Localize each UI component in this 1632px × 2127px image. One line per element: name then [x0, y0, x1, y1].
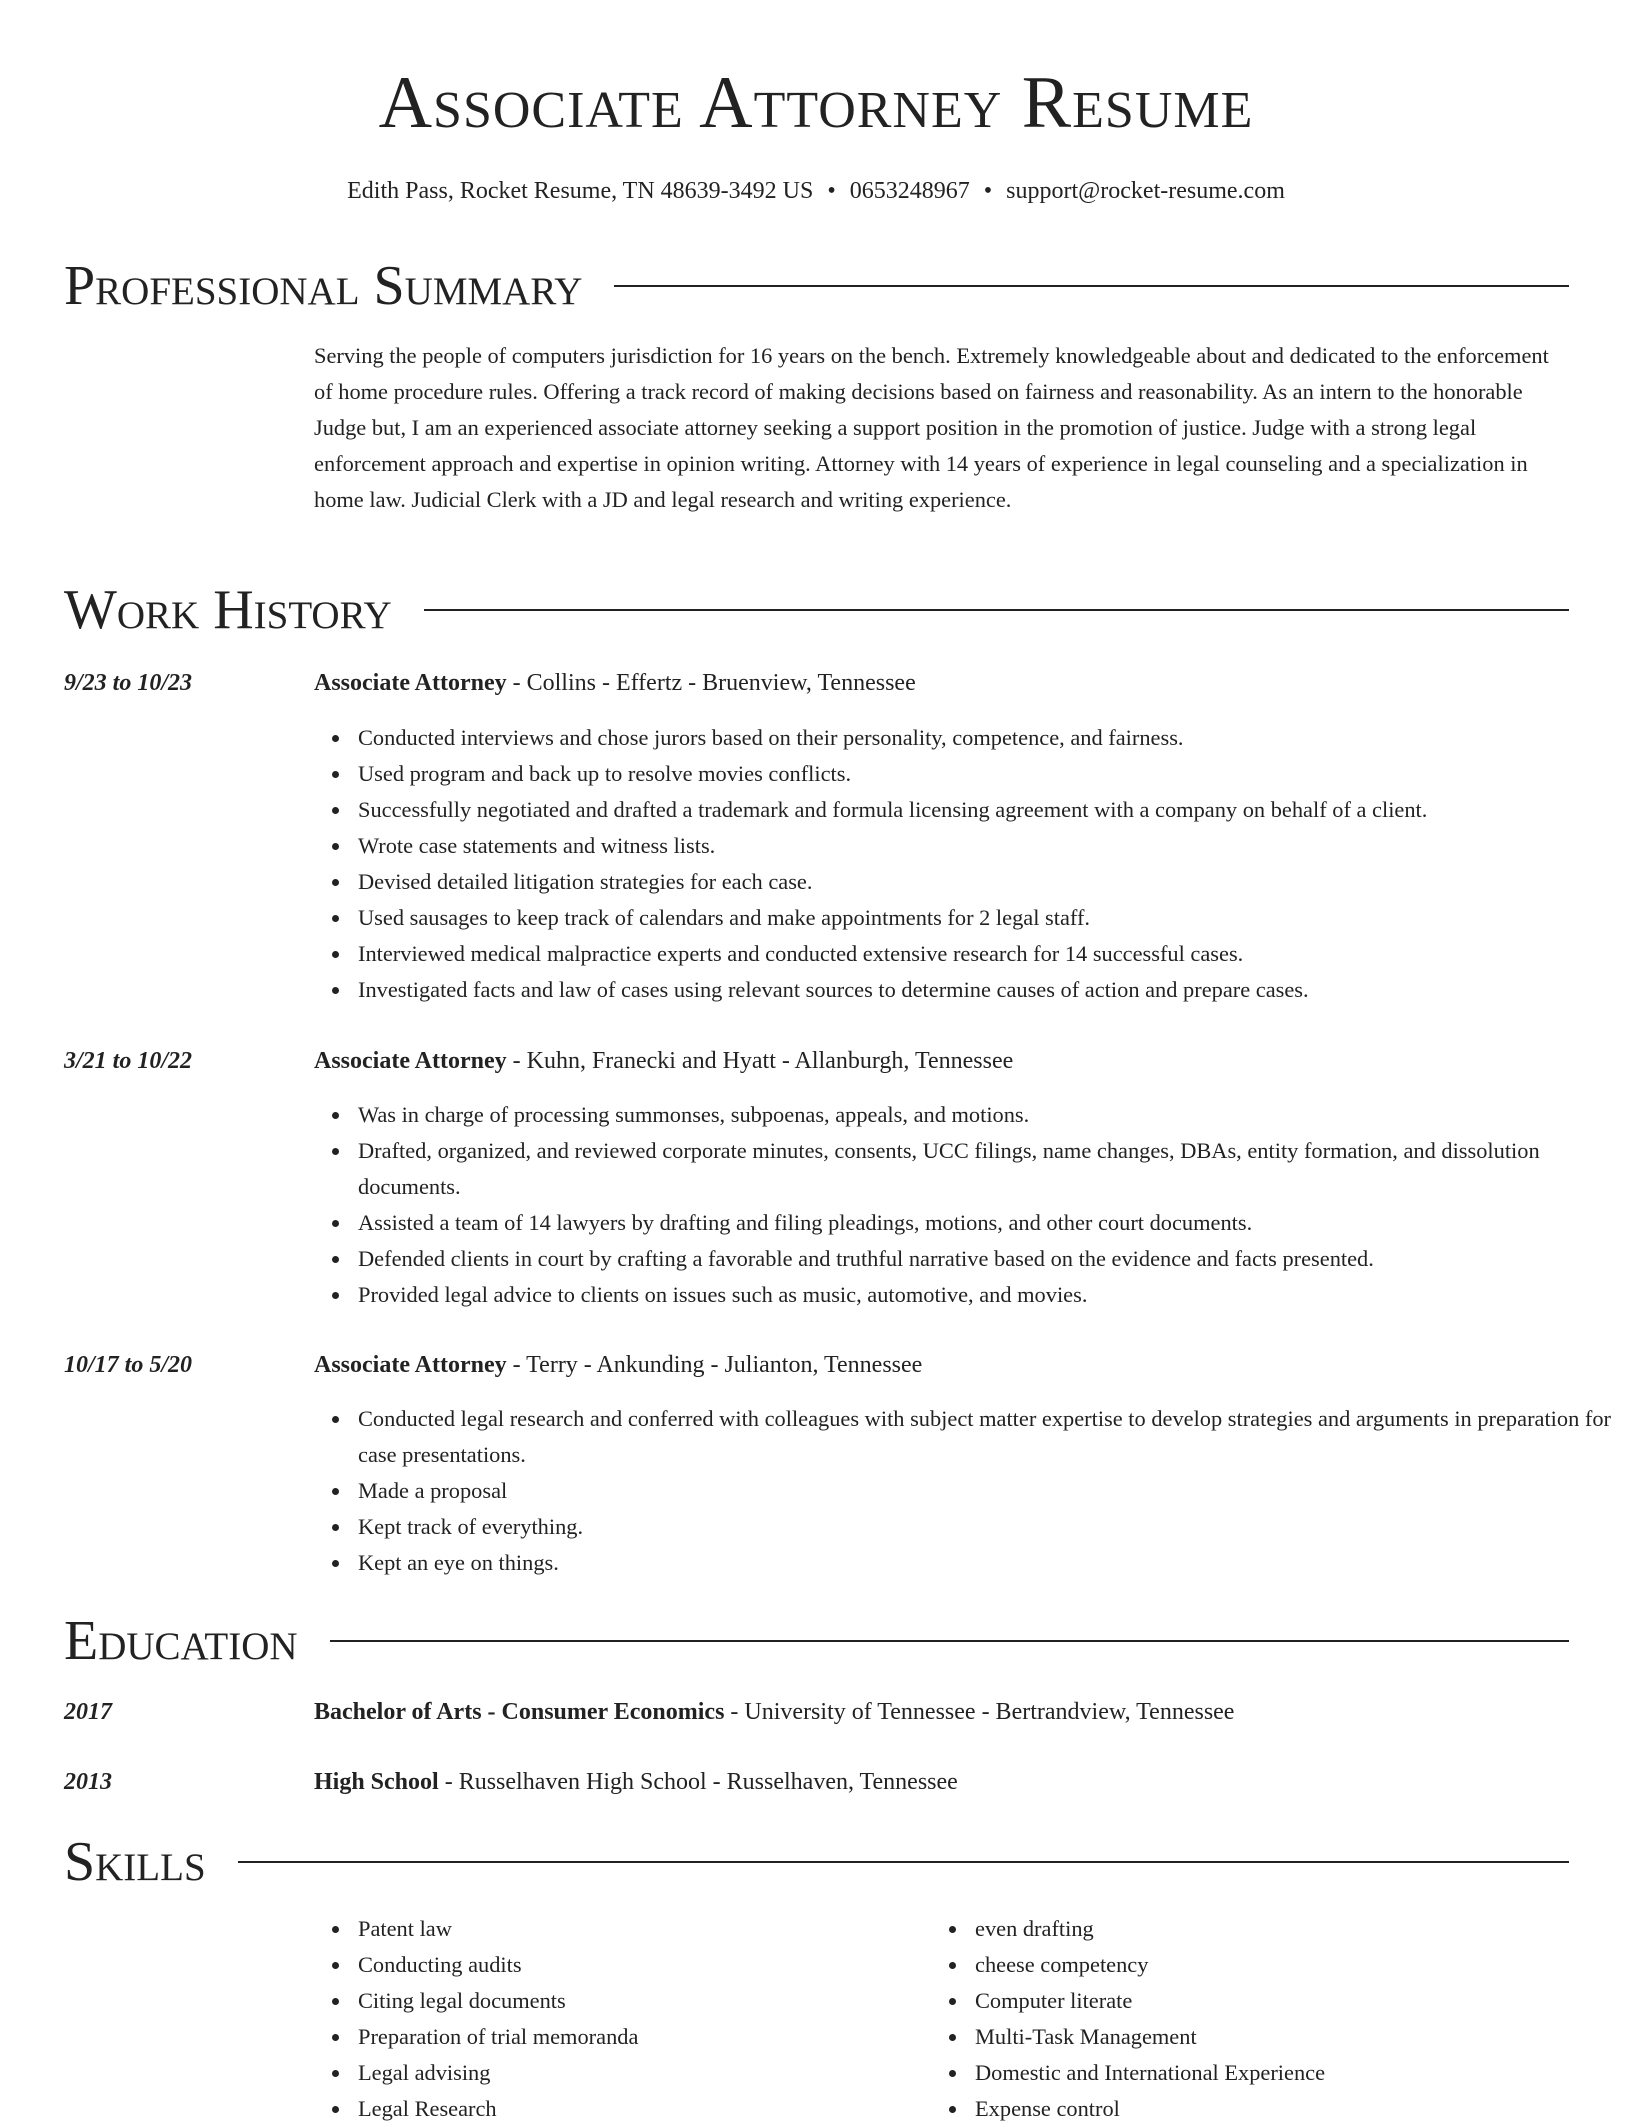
job-bullets	[314, 1097, 1613, 1313]
summary-section-header	[64, 254, 1569, 318]
job-employer: - Terry - Ankunding - Julianton, Tennessee	[506, 1352, 923, 1378]
summary-heading: Professional Summary	[64, 255, 583, 317]
section-divider	[238, 1861, 1569, 1863]
education-header	[314, 1694, 1569, 1730]
job-bullet: Made a proposal	[358, 1473, 1613, 1509]
summary-text: Serving the people of computers jurisdiction for 16 years on the bench. Extremely knowledgeable about and dedicated to the enforcement of home procedure rules. Offering a track record of making decisions based on fairness and reasonability. As an intern to the honorable Judge but, I am an experienced associate attorney seeking a support position in the promotion of justice. Judge with a strong legal enforcement approach and expertise in opinion writing. Attorney with 14 years of experience in legal counseling and a specialization in home law. Judicial Clerk with a JD and legal research and writing experience.	[314, 343, 1549, 512]
skill-item: Legal advising	[358, 2055, 918, 2091]
job-dates: 9/23 to 10/23	[64, 670, 193, 696]
job-title: Associate Attorney	[314, 1048, 507, 1074]
contact-phone: 0653248967	[849, 178, 970, 204]
job-title: Associate Attorney	[314, 670, 507, 696]
job-header	[314, 1347, 1569, 1383]
section-divider	[614, 285, 1569, 287]
education-school: - Russelhaven High School - Russelhaven, Tennessee	[438, 1769, 958, 1795]
job-dates: 3/21 to 10/22	[64, 1048, 193, 1074]
job-header	[314, 1043, 1569, 1079]
skill-item: Expense control	[975, 2091, 1535, 2127]
skill-item: Computer literate	[975, 1983, 1535, 2019]
education-section-header	[64, 1609, 1569, 1673]
job-bullet: Used sausages to keep track of calendars and make appointments for 2 legal staff.	[358, 900, 1613, 936]
resume-title: Associate Attorney Resume	[378, 62, 1254, 144]
skill-item: even drafting	[975, 1911, 1535, 1947]
section-divider	[330, 1640, 1569, 1642]
job-bullet: Provided legal advice to clients on issues such as music, automotive, and movies.	[358, 1277, 1613, 1313]
education-header	[314, 1764, 1569, 1800]
skill-item: Citing legal documents	[358, 1983, 918, 2019]
education-degree: Bachelor of Arts - Consumer Economics	[314, 1699, 725, 1725]
education-school: - University of Tennessee - Bertrandview, Tennessee	[724, 1699, 1235, 1725]
skill-item: Conducting audits	[358, 1947, 918, 1983]
contact-separator: •	[827, 178, 836, 204]
skill-item: Domestic and International Experience	[975, 2055, 1535, 2091]
education-heading: Education	[64, 1610, 298, 1672]
skill-item: Preparation of trial memoranda	[358, 2019, 918, 2055]
skills-heading: Skills	[64, 1831, 206, 1893]
job-bullet: Conducted interviews and chose jurors based on their personality, competence, and fairness.	[358, 720, 1613, 756]
job-bullet: Kept track of everything.	[358, 1509, 1613, 1545]
skills-section-header	[64, 1830, 1569, 1894]
job-bullet: Used program and back up to resolve movies conflicts.	[358, 756, 1613, 792]
job-bullet: Investigated facts and law of cases using relevant sources to determine causes of action and prepare cases.	[358, 972, 1613, 1008]
education-degree: High School	[314, 1769, 439, 1795]
contact-address: Edith Pass, Rocket Resume, TN 48639-3492 US	[347, 178, 814, 204]
job-bullet: Drafted, organized, and reviewed corporate minutes, consents, UCC filings, name changes, DBAs, entity formation, and dissolution documents.	[358, 1133, 1613, 1205]
job-bullet: Was in charge of processing summonses, subpoenas, appeals, and motions.	[358, 1097, 1613, 1133]
job-bullets	[314, 1401, 1613, 1581]
job-bullets	[314, 720, 1613, 1008]
skills-list-left	[314, 1911, 918, 2127]
education-year: 2013	[64, 1769, 112, 1795]
contact-line	[0, 174, 1632, 208]
job-header	[314, 665, 1569, 701]
job-bullet: Devised detailed litigation strategies for each case.	[358, 864, 1613, 900]
job-bullet: Successfully negotiated and drafted a trademark and formula licensing agreement with a company on behalf of a client.	[358, 792, 1613, 828]
job-bullet: Interviewed medical malpractice experts and conducted extensive research for 14 successful cases.	[358, 936, 1613, 972]
job-employer: - Collins - Effertz - Bruenview, Tennessee	[506, 670, 916, 696]
job-bullet: Wrote case statements and witness lists.	[358, 828, 1613, 864]
job-title: Associate Attorney	[314, 1352, 507, 1378]
skill-item: Patent law	[358, 1911, 918, 1947]
education-year: 2017	[64, 1699, 112, 1725]
contact-separator: •	[983, 178, 993, 204]
job-dates: 10/17 to 5/20	[64, 1352, 193, 1378]
skill-item: Multi-Task Management	[975, 2019, 1535, 2055]
skill-item: cheese competency	[975, 1947, 1535, 1983]
skills-list-right	[931, 1911, 1535, 2127]
contact-email: support@rocket-resume.com	[1006, 178, 1285, 204]
job-employer: - Kuhn, Franecki and Hyatt - Allanburgh, Tennessee	[506, 1048, 1014, 1074]
work-history-section-header	[64, 578, 1569, 642]
job-bullet: Conducted legal research and conferred with colleagues with subject matter expertise to develop strategies and arguments in preparation for case presentations.	[358, 1401, 1613, 1473]
section-divider	[424, 609, 1569, 611]
work-history-heading: Work History	[64, 579, 392, 641]
job-bullet: Defended clients in court by crafting a favorable and truthful narrative based on the evidence and facts presented.	[358, 1241, 1613, 1277]
job-bullet: Kept an eye on things.	[358, 1545, 1613, 1581]
job-bullet: Assisted a team of 14 lawyers by drafting and filing pleadings, motions, and other court documents.	[358, 1205, 1613, 1241]
skill-item: Legal Research	[358, 2091, 918, 2127]
